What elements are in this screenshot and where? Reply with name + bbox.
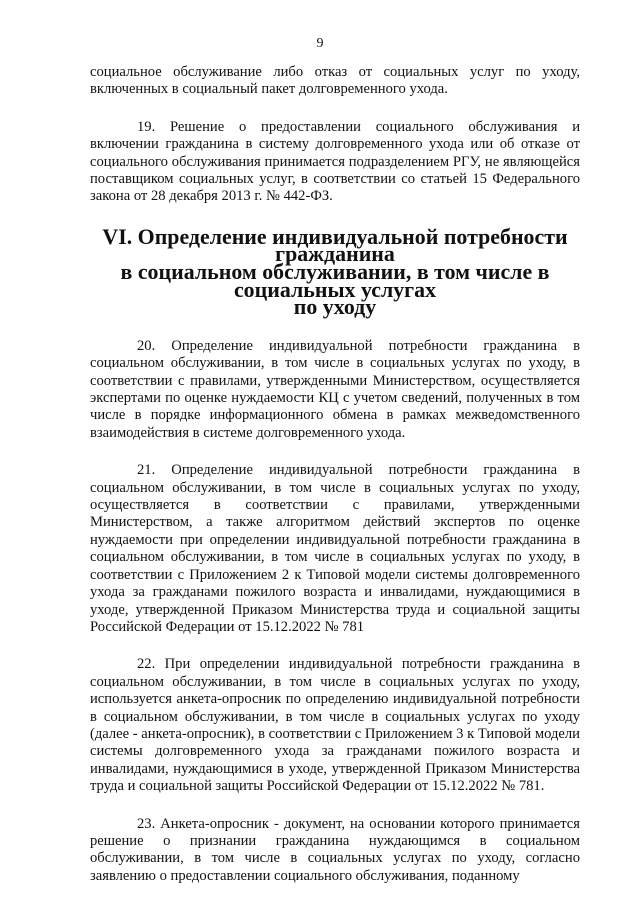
section-heading-line-2: в социальном обслуживании, в том числе в социальных услугах	[120, 259, 550, 302]
section-heading-line-1: VI. Определение индивидуальной потребности гражданина	[102, 223, 568, 267]
paragraph-22: 22. При определении индивидуальной потребности гражданина в социальном обслуживании, в том числе в социальных услугах по уходу, используется анкета-опросник по определению индивидуальной потребности в социальном обслуживании, в том числе в социальных услугах по уходу (далее - анкета-опросник), в соответствии с Приложением 3 к Типовой модели системы долговременного ухода за гражданами пожилого возраста и инвалидами, нуждающимися в уходе, утвержденной Приказом Министерства труда и социальной защиты Российской Федерации от 15.12.2022 № 781.	[90, 656, 580, 795]
paragraph-continuation: социальное обслуживание либо отказ от социальных услуг по уходу, включенных в социальный пакет долговременного ухода.	[90, 64, 580, 98]
page-content	[90, 64, 580, 885]
section-heading-line-3: по уходу	[293, 294, 377, 320]
paragraph-19: 19. Решение о предоставлении социального обслуживания и включении гражданина в систему долговременного ухода или об отказе от социального обслуживания принимается подразделением РГУ, не являющейся поставщиком социальных услуг, в соответствии со статьей 15 Федерального закона от 28 декабря 2013 г. № 442-ФЗ.	[90, 118, 580, 205]
paragraph-20: 20. Определение индивидуальной потребности гражданина в социальном обслуживании, в том числе в социальных услугах по уходу, в соответствии с правилами, утвержденными Министерством, осуществляется экспертами по оценке нуждаемости КЦ с учетом сведений, полученных в том числе в порядке информационного обмена в рамках межведомственного взаимодействия в системе долговременного ухода.	[90, 337, 580, 441]
page-number: 9	[316, 36, 324, 51]
paragraph-23: 23. Анкета-опросник - документ, на основании которого принимается решение о признании гражданина нуждающимся в социальном обслуживании, в том числе в социальных услугах по уходу, согласно заявлению о предоставлении социального обслуживания, поданному	[90, 815, 580, 884]
section-heading	[90, 223, 580, 320]
paragraph-21: 21. Определение индивидуальной потребности гражданина в социальном обслуживании, в том числе в социальных услугах по уходу, осуществляется в соответствии с правилами, утвержденными Министерством, а также алгоритмом действий экспертов по оценке нуждаемости при определении индивидуальной потребности гражданина в социальном обслуживании, в том числе в социальных услугах по уходу, в соответствии с Приложением 2 к Типовой модели системы долговременного ухода за гражданами пожилого возраста и инвалидами, нуждающимися в уходе, утвержденной Приказом Министерства труда и социальной защиты Российской Федерации от 15.12.2022 № 781	[90, 462, 580, 635]
